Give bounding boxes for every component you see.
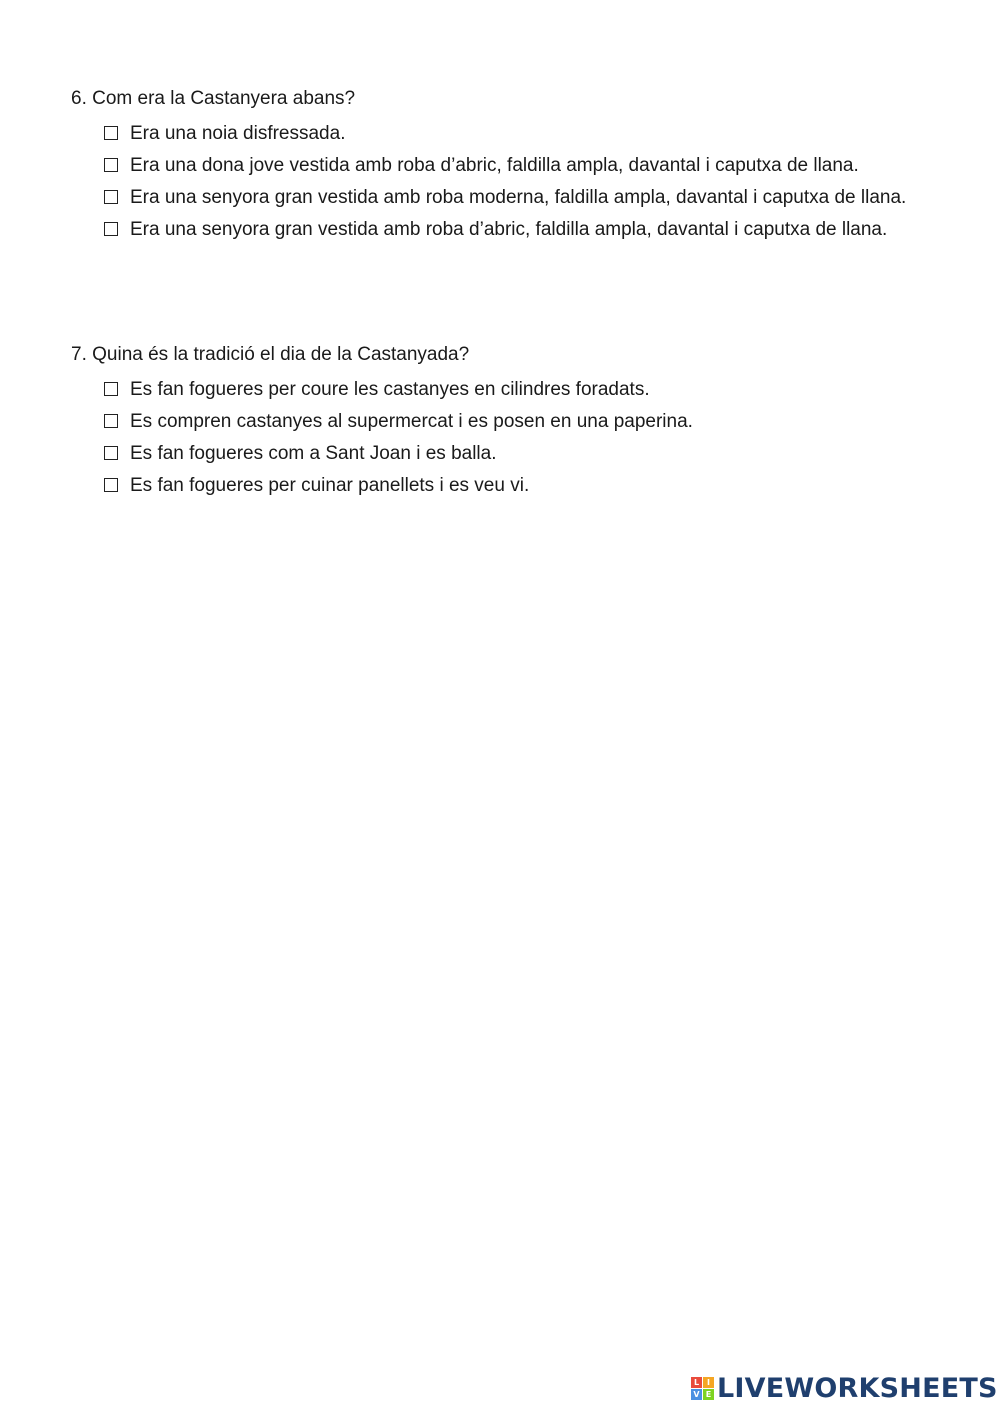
checkbox[interactable] <box>104 158 118 172</box>
answer-option[interactable] <box>71 214 927 246</box>
option-label: Era una senyora gran vestida amb roba moderna, faldilla ampla, davantal i caputxa de llana. <box>130 187 907 208</box>
question-6 <box>71 86 927 246</box>
checkbox[interactable] <box>104 382 118 396</box>
checkbox[interactable] <box>104 126 118 140</box>
question-title: 6. Com era la Castanyera abans? <box>71 88 356 109</box>
answer-option[interactable] <box>71 374 927 406</box>
logo-block: I <box>703 1377 714 1388</box>
answer-option[interactable] <box>71 438 927 470</box>
answer-option[interactable] <box>71 406 927 438</box>
logo-blocks-icon <box>691 1377 714 1400</box>
answer-option[interactable] <box>71 182 927 214</box>
checkbox[interactable] <box>104 222 118 236</box>
answer-option[interactable] <box>71 150 927 182</box>
option-label: Es fan fogueres per coure les castanyes en cilindres foradats. <box>130 379 650 400</box>
logo-text: LIVEWORKSHEETS <box>717 1372 998 1404</box>
logo-block: V <box>691 1389 702 1400</box>
answer-option[interactable] <box>71 118 927 150</box>
checkbox[interactable] <box>104 478 118 492</box>
options-list <box>71 118 927 246</box>
checkbox[interactable] <box>104 414 118 428</box>
answer-option[interactable] <box>71 470 927 502</box>
checkbox[interactable] <box>104 190 118 204</box>
options-list <box>71 374 927 502</box>
checkbox[interactable] <box>104 446 118 460</box>
option-label: Era una dona jove vestida amb roba d’abric, faldilla ampla, davantal i caputxa de llana. <box>130 155 859 176</box>
option-label: Es compren castanyes al supermercat i es posen en una paperina. <box>130 411 693 432</box>
liveworksheets-logo <box>691 1371 998 1405</box>
option-label: Es fan fogueres per cuinar panellets i es veu vi. <box>130 475 530 496</box>
option-label: Era una senyora gran vestida amb roba d’abric, faldilla ampla, davantal i caputxa de llana. <box>130 219 888 240</box>
logo-block: E <box>703 1389 714 1400</box>
logo-block: L <box>691 1377 702 1388</box>
option-label: Es fan fogueres com a Sant Joan i es balla. <box>130 443 497 464</box>
question-7 <box>71 342 927 502</box>
question-title: 7. Quina és la tradició el dia de la Castanyada? <box>71 344 470 365</box>
option-label: Era una noia disfressada. <box>130 123 346 144</box>
